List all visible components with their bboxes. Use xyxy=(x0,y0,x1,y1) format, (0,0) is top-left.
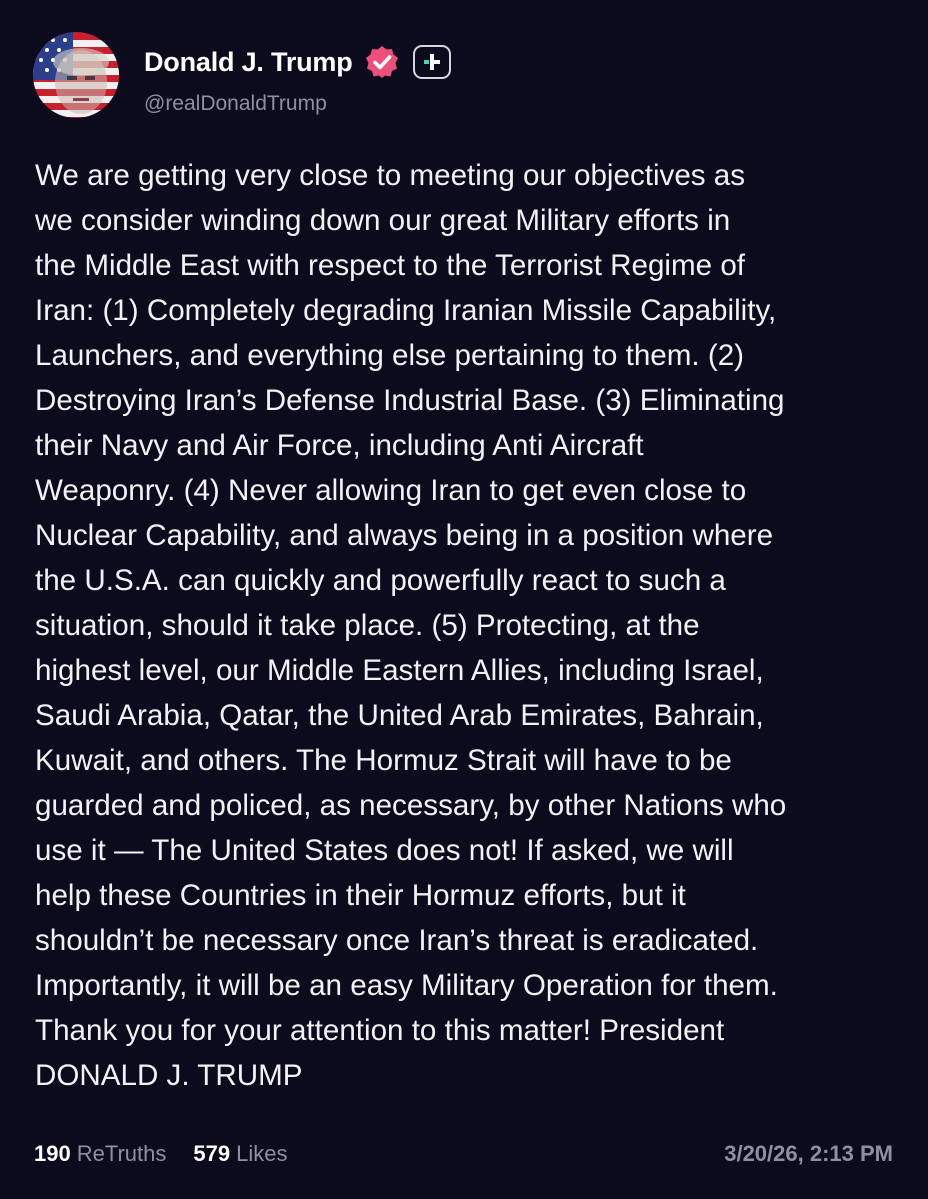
likes-label: Likes xyxy=(236,1141,288,1166)
avatar-image xyxy=(33,32,119,118)
post-footer xyxy=(34,1141,893,1167)
plus-badge-icon[interactable] xyxy=(413,45,451,79)
plus-glyph-icon xyxy=(422,52,442,72)
author-handle[interactable]: @realDonaldTrump xyxy=(144,92,327,115)
retruths-label: ReTruths xyxy=(76,1141,167,1166)
name-row xyxy=(144,44,451,80)
post-header xyxy=(33,32,451,118)
retruths-stat[interactable] xyxy=(34,1141,166,1167)
author-identity xyxy=(144,44,451,116)
likes-count: 579 xyxy=(193,1141,231,1166)
verified-badge-icon xyxy=(364,44,400,80)
retruths-count: 190 xyxy=(34,1141,71,1166)
post-text: We are getting very close to meeting our objectives as we consider winding down our great Military efforts in the Middle East with respect to the Terrorist Regime of Iran: (1) Completely degrading Iranian Missile Capability, Launchers, and everything else pertaining to them. (2) Destroying Iran’s Defense Industrial Base. (3) Eliminating their Navy and Air Force, including Anti Aircraft Weaponry. (4) Never allowing Iran to get even close to Nuclear Capability, and always being in a position where the U.S.A. can quickly and powerfully react to such a situation, should it take place. (5) Protecting, at the highest level, our Middle Eastern Allies, including Israel, Saudi Arabia, Qatar, the United Arab Emirates, Bahrain, Kuwait, and others. The Hormuz Strait will have to be guarded and policed, as necessary, by other Nations who use it — The United States does not! If asked, we will help these Countries in their Hormuz efforts, but it shouldn’t be necessary once Iran’s threat is eradicated. Importantly, it will be an easy Military Operation for them. Thank you for your attention to this matter! President DONALD J. TRUMP xyxy=(35,159,787,1092)
likes-stat[interactable] xyxy=(193,1141,287,1167)
flag-portrait-avatar[interactable] xyxy=(33,32,119,118)
post-timestamp: 3/20/26, 2:13 PM xyxy=(724,1141,893,1166)
author-display-name[interactable]: Donald J. Trump xyxy=(144,46,353,77)
